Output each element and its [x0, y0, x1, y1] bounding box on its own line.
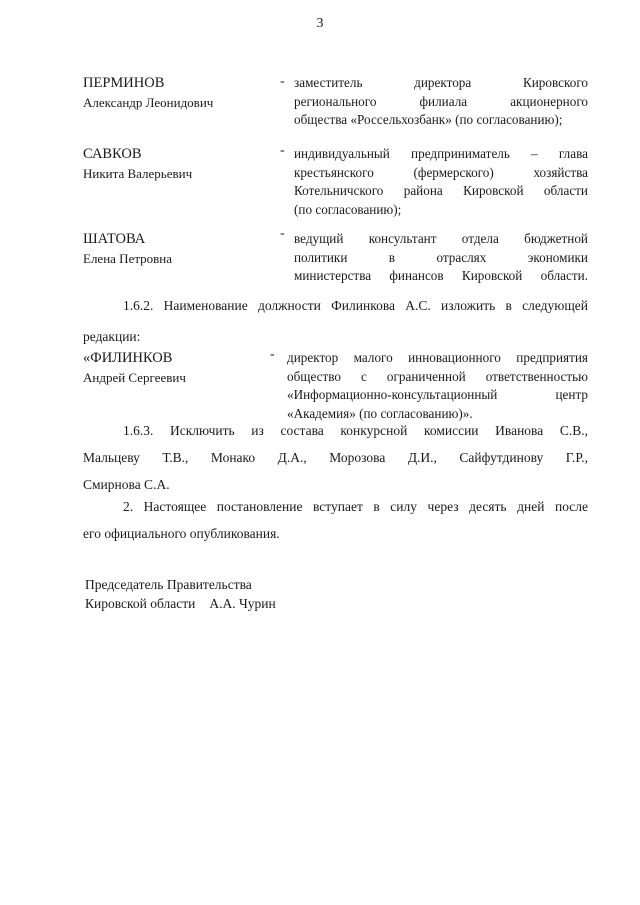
member-name — [83, 349, 186, 387]
desc-line: «Академия» (по согласованию)». — [287, 405, 473, 421]
paragraph-line: 1.6.2. Наименование должности Филинкова А.С. изложить в следующей — [123, 298, 588, 313]
paragraph-line: редакции: — [83, 329, 141, 344]
paragraph-line: 2. Настоящее постановление вступает в силу через десять дней после — [123, 499, 588, 514]
desc-line: общества «Россельхозбанк» (по согласованию); — [294, 112, 563, 127]
desc-line: министерства финансов Кировской области. — [294, 268, 588, 283]
member-given-name: Александр Леонидович — [83, 95, 214, 110]
paragraph-2 — [83, 493, 588, 547]
member-description — [287, 349, 588, 423]
paragraph-line: 1.6.3. Исключить из состава конкурсной комиссии Иванова С.В., — [123, 423, 588, 438]
member-name — [83, 230, 172, 268]
member-description — [294, 145, 588, 219]
member-surname: «ФИЛИНКОВ — [83, 350, 173, 366]
desc-line: Котельничского района Кировской области — [294, 183, 588, 198]
member-name — [83, 145, 192, 183]
member-given-name: Андрей Сергеевич — [83, 370, 186, 385]
desc-line: заместитель директора Кировского — [294, 75, 588, 90]
desc-line: «Информационно-консультационный центр — [287, 387, 588, 402]
paragraph-line: Мальцеву Т.В., Монако Д.А., Морозова Д.И., Сайфутдинову Г.Р., — [83, 450, 588, 465]
member-surname: ПЕРМИНОВ — [83, 75, 165, 91]
member-given-name: Елена Петровна — [83, 251, 173, 266]
paragraph-line: Смирнова С.А. — [83, 477, 170, 492]
desc-line: индивидуальный предприниматель – глава — [294, 146, 588, 161]
member-dash: - — [280, 74, 285, 89]
signatory-name: А.А. Чурин — [209, 596, 276, 611]
member-dash: - — [280, 143, 285, 158]
member-description — [294, 230, 588, 286]
paragraph-1-6-2 — [83, 292, 588, 350]
paragraph-1-6-3 — [83, 417, 588, 498]
signatory-title: Председатель Правительства — [85, 577, 252, 592]
desc-line: политики в отраслях экономики — [294, 249, 588, 265]
desc-line: общество с ограниченной ответственностью — [287, 368, 588, 384]
signature-block — [85, 575, 276, 613]
member-given-name: Никита Валерьевич — [83, 166, 193, 181]
desc-line: (по согласованию); — [294, 201, 402, 217]
page-number: 3 — [316, 16, 324, 31]
member-dash: - — [280, 226, 285, 241]
member-name — [83, 74, 213, 112]
desc-line: регионального филиала акционерного — [294, 93, 588, 109]
desc-line: ведущий консультант отдела бюджетной — [294, 231, 588, 246]
member-surname: ШАТОВА — [83, 231, 146, 247]
signatory-region: Кировской области — [85, 596, 196, 611]
desc-line: директор малого инновационного предприятия — [287, 350, 588, 365]
member-surname: САВКОВ — [83, 146, 142, 162]
desc-line: крестьянского (фермерского) хозяйства — [294, 164, 588, 180]
paragraph-line: его официального опубликования. — [83, 526, 280, 541]
member-description — [294, 74, 588, 130]
member-dash: - — [270, 347, 275, 362]
signatory-line — [85, 594, 276, 613]
